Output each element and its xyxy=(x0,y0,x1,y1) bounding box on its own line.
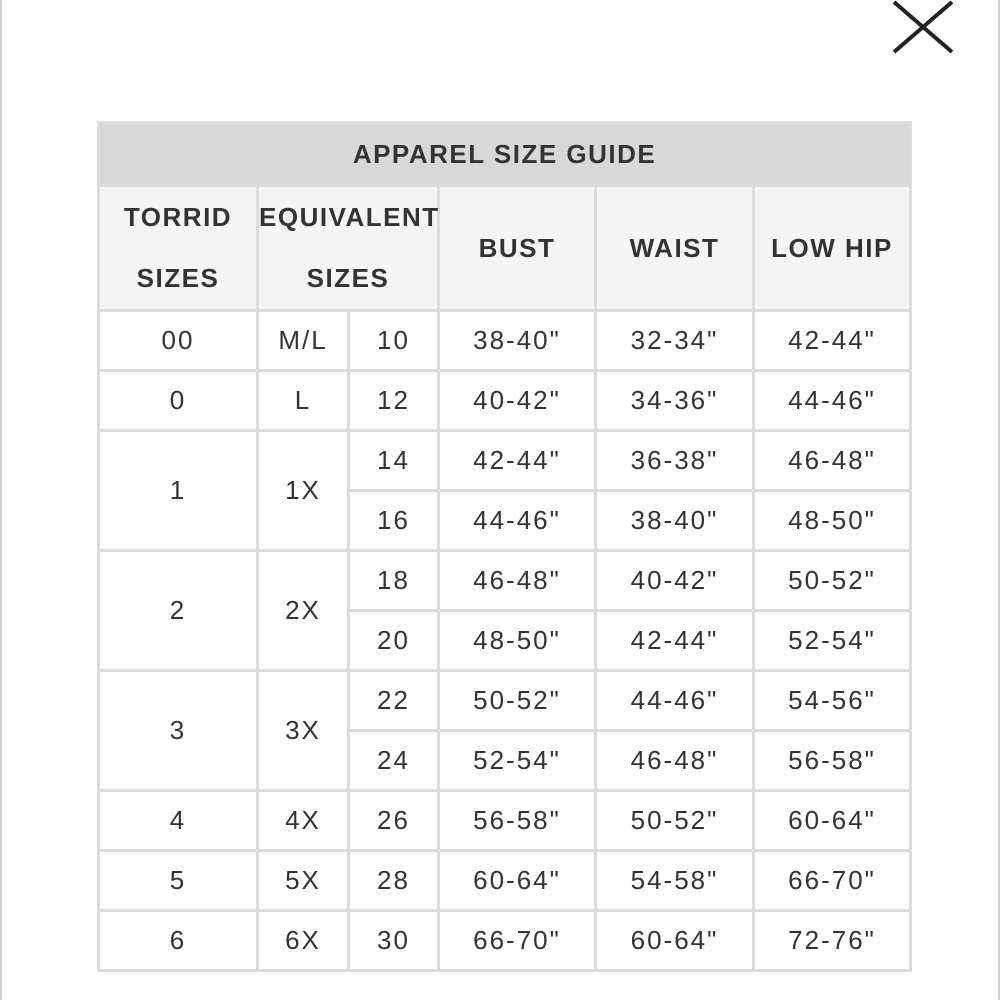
bust-cell: 46-48" xyxy=(439,551,596,611)
low-hip-cell: 44-46" xyxy=(754,371,911,431)
equivalent-size-cell: 2X xyxy=(258,551,349,671)
equivalent-size-cell: 6X xyxy=(258,911,349,971)
bust-cell: 40-42" xyxy=(439,371,596,431)
equivalent-size-cell: 4X xyxy=(258,791,349,851)
table-row xyxy=(99,371,911,431)
size-guide-table xyxy=(97,121,912,972)
table-row xyxy=(99,671,911,731)
bust-cell: 52-54" xyxy=(439,731,596,791)
numeric-size-cell: 14 xyxy=(349,431,439,491)
low-hip-cell: 42-44" xyxy=(754,311,911,371)
torrid-size-cell: 5 xyxy=(99,851,258,911)
equivalent-size-cell: L xyxy=(258,371,349,431)
header-low-hip: LOW HIP xyxy=(754,186,911,311)
low-hip-cell: 46-48" xyxy=(754,431,911,491)
bust-cell: 44-46" xyxy=(439,491,596,551)
numeric-size-cell: 16 xyxy=(349,491,439,551)
table-row xyxy=(99,791,911,851)
close-button[interactable] xyxy=(888,0,958,56)
waist-cell: 36-38" xyxy=(596,431,754,491)
numeric-size-cell: 12 xyxy=(349,371,439,431)
torrid-size-cell: 4 xyxy=(99,791,258,851)
torrid-size-cell: 1 xyxy=(99,431,258,551)
close-icon xyxy=(888,0,958,56)
waist-cell: 40-42" xyxy=(596,551,754,611)
torrid-size-cell: 2 xyxy=(99,551,258,671)
waist-cell: 38-40" xyxy=(596,491,754,551)
equivalent-size-cell: M/L xyxy=(258,311,349,371)
numeric-size-cell: 10 xyxy=(349,311,439,371)
table-row xyxy=(99,311,911,371)
header-bust: BUST xyxy=(439,186,596,311)
waist-cell: 50-52" xyxy=(596,791,754,851)
table-row xyxy=(99,851,911,911)
low-hip-cell: 60-64" xyxy=(754,791,911,851)
table-title: APPAREL SIZE GUIDE xyxy=(99,123,911,186)
header-equivalent-sizes: EQUIVALENT SIZES xyxy=(258,186,439,311)
torrid-size-cell: 00 xyxy=(99,311,258,371)
low-hip-cell: 72-76" xyxy=(754,911,911,971)
header-waist: WAIST xyxy=(596,186,754,311)
torrid-size-cell: 6 xyxy=(99,911,258,971)
equivalent-size-cell: 3X xyxy=(258,671,349,791)
waist-cell: 44-46" xyxy=(596,671,754,731)
table-row xyxy=(99,551,911,611)
table-row xyxy=(99,431,911,491)
bust-cell: 66-70" xyxy=(439,911,596,971)
bust-cell: 48-50" xyxy=(439,611,596,671)
numeric-size-cell: 26 xyxy=(349,791,439,851)
low-hip-cell: 56-58" xyxy=(754,731,911,791)
torrid-size-cell: 3 xyxy=(99,671,258,791)
waist-cell: 54-58" xyxy=(596,851,754,911)
low-hip-cell: 48-50" xyxy=(754,491,911,551)
table-row xyxy=(99,911,911,971)
waist-cell: 34-36" xyxy=(596,371,754,431)
low-hip-cell: 54-56" xyxy=(754,671,911,731)
waist-cell: 60-64" xyxy=(596,911,754,971)
waist-cell: 42-44" xyxy=(596,611,754,671)
equivalent-size-cell: 5X xyxy=(258,851,349,911)
numeric-size-cell: 24 xyxy=(349,731,439,791)
bust-cell: 38-40" xyxy=(439,311,596,371)
numeric-size-cell: 30 xyxy=(349,911,439,971)
numeric-size-cell: 28 xyxy=(349,851,439,911)
header-torrid-sizes: TORRID SIZES xyxy=(99,186,258,311)
numeric-size-cell: 20 xyxy=(349,611,439,671)
bust-cell: 42-44" xyxy=(439,431,596,491)
waist-cell: 32-34" xyxy=(596,311,754,371)
bust-cell: 60-64" xyxy=(439,851,596,911)
low-hip-cell: 52-54" xyxy=(754,611,911,671)
bust-cell: 50-52" xyxy=(439,671,596,731)
torrid-size-cell: 0 xyxy=(99,371,258,431)
low-hip-cell: 50-52" xyxy=(754,551,911,611)
bust-cell: 56-58" xyxy=(439,791,596,851)
low-hip-cell: 66-70" xyxy=(754,851,911,911)
equivalent-size-cell: 1X xyxy=(258,431,349,551)
numeric-size-cell: 18 xyxy=(349,551,439,611)
waist-cell: 46-48" xyxy=(596,731,754,791)
numeric-size-cell: 22 xyxy=(349,671,439,731)
